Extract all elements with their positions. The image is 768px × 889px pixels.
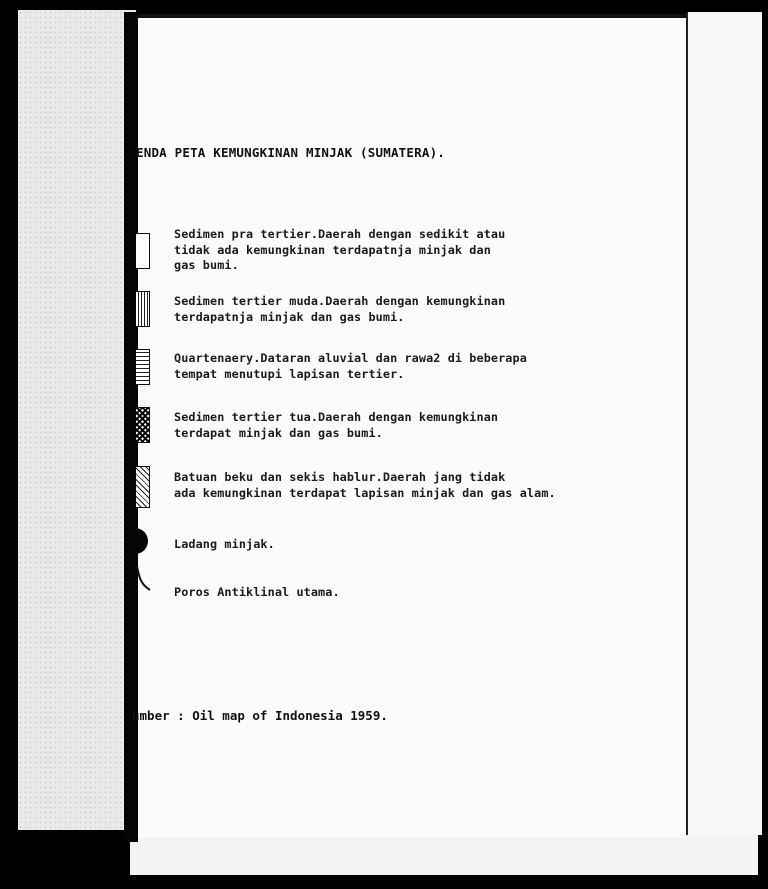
legend-text-igneous-rock: Batuan beku dan sekis hablur.Daerah jang tidak ada kemungkinan terdapat lapisan minjak dan gas alam. bbox=[174, 470, 556, 500]
page-edge-right bbox=[686, 12, 762, 835]
legend-symbol-quaternary bbox=[136, 349, 150, 385]
legend-text-quaternary: Quartenaery.Dataran aluvial dan rawa2 di beberapa tempat menutupi lapisan tertier. bbox=[174, 351, 527, 381]
legend-text-old-tertiary: Sedimen tertier tua.Daerah dengan kemungkinan terdapat minjak dan gas bumi. bbox=[174, 410, 499, 440]
anticline-axis-icon bbox=[136, 566, 152, 592]
document-title: ENDA PETA KEMUNGKINAN MINJAK (SUMATERA). bbox=[136, 145, 446, 160]
legend-symbol-young-tertiary bbox=[136, 291, 150, 327]
source-citation: umber : Oil map of Indonesia 1959. bbox=[132, 708, 388, 723]
legend-symbol-pre-tertiary bbox=[136, 233, 150, 269]
legend-text-young-tertiary: Sedimen tertier muda.Daerah dengan kemungkinan terdapatnja minjak dan gas bumi. bbox=[174, 294, 506, 324]
legend-text-oil-field: Ladang minjak. bbox=[174, 537, 275, 551]
legend-symbol-igneous-rock bbox=[136, 466, 150, 508]
legend-text-anticline-axis: Poros Antiklinal utama. bbox=[174, 585, 340, 599]
legend-symbol-old-tertiary bbox=[136, 407, 150, 443]
facing-page bbox=[18, 10, 136, 830]
page-edge-bottom bbox=[130, 835, 758, 875]
legend-text-pre-tertiary: Sedimen pra tertier.Daerah dengan sedikit atau tidak ada kemungkinan terdapatnja minjak dan gas bumi. bbox=[174, 227, 506, 272]
